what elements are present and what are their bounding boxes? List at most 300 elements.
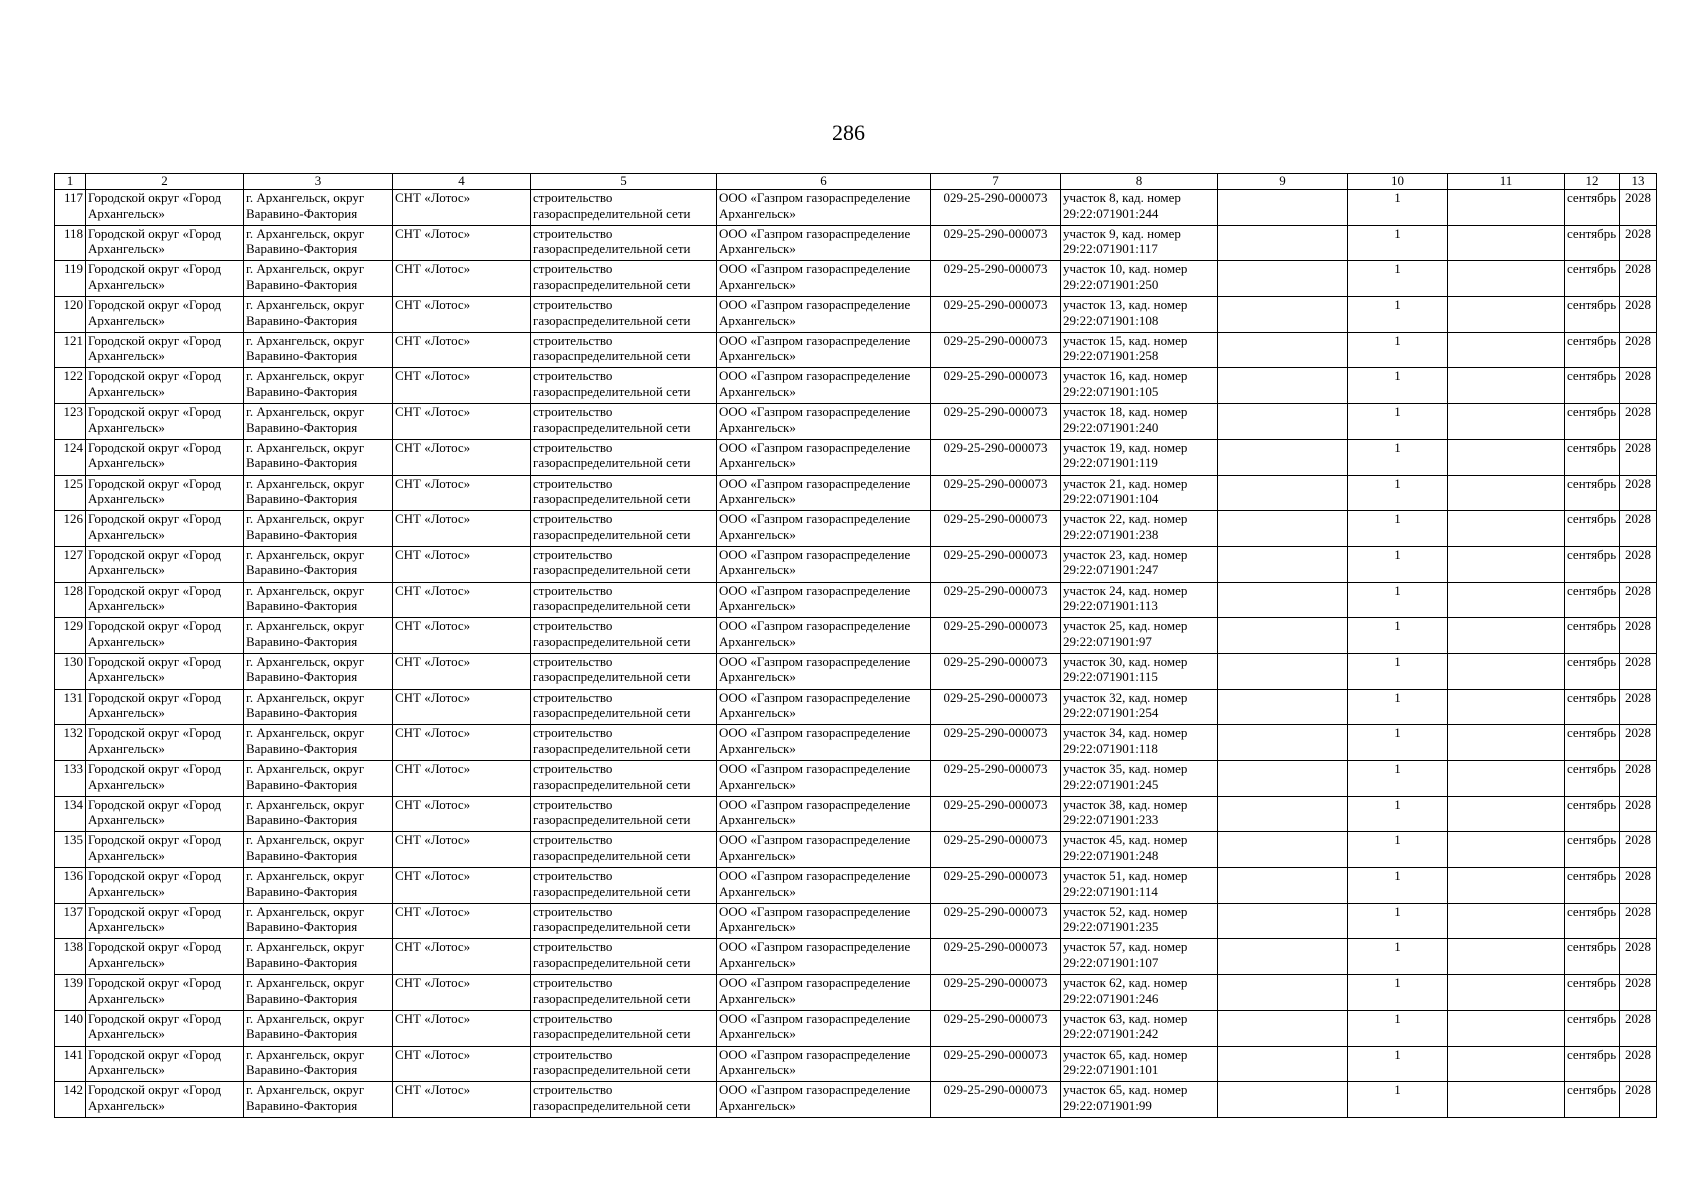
object-cell: СНТ «Лотос» [393,903,531,939]
column-11-cell [1448,1010,1565,1046]
plot-cell: участок 25, кад. номер 29:22:071901:97 [1061,618,1218,654]
registry-code-cell: 029-25-290-000073 [931,475,1061,511]
column-9-cell [1218,689,1348,725]
table-row [55,1082,1657,1118]
year-cell: 2028 [1620,832,1657,868]
organization-cell: ООО «Газпром газораспределение Архангельск» [717,1010,931,1046]
organization-cell: ООО «Газпром газораспределение Архангельск» [717,368,931,404]
row-number: 142 [55,1082,86,1118]
row-number: 129 [55,618,86,654]
plot-cell: участок 13, кад. номер 29:22:071901:108 [1061,297,1218,333]
object-cell: СНТ «Лотос» [393,761,531,797]
organization-cell: ООО «Газпром газораспределение Архангельск» [717,475,931,511]
municipality-cell: Городской округ «Город Архангельск» [86,761,244,797]
year-cell: 2028 [1620,1082,1657,1118]
registry-code-cell: 029-25-290-000073 [931,368,1061,404]
object-cell: СНТ «Лотос» [393,332,531,368]
month-cell: сентябрь [1565,796,1620,832]
object-cell: СНТ «Лотос» [393,1010,531,1046]
object-cell: СНТ «Лотос» [393,225,531,261]
purpose-cell: строительство газораспределительной сети [531,868,717,904]
purpose-cell: строительство газораспределительной сети [531,939,717,975]
purpose-cell: строительство газораспределительной сети [531,368,717,404]
month-cell: сентябрь [1565,653,1620,689]
year-cell: 2028 [1620,903,1657,939]
column-header-5: 5 [531,174,717,190]
month-cell: сентябрь [1565,439,1620,475]
organization-cell: ООО «Газпром газораспределение Архангельск» [717,1046,931,1082]
registry-code-cell: 029-25-290-000073 [931,297,1061,333]
year-cell: 2028 [1620,190,1657,226]
purpose-cell: строительство газораспределительной сети [531,653,717,689]
purpose-cell: строительство газораспределительной сети [531,225,717,261]
plot-cell: участок 62, кад. номер 29:22:071901:246 [1061,975,1218,1011]
month-cell: сентябрь [1565,689,1620,725]
column-11-cell [1448,796,1565,832]
object-cell: СНТ «Лотос» [393,868,531,904]
table-row [55,225,1657,261]
location-cell: г. Архангельск, округ Варавино-Фактория [244,439,393,475]
month-cell: сентябрь [1565,618,1620,654]
column-11-cell [1448,725,1565,761]
row-number: 122 [55,368,86,404]
column-11-cell [1448,546,1565,582]
table-row [55,582,1657,618]
row-number: 137 [55,903,86,939]
location-cell: г. Архангельск, округ Варавино-Фактория [244,261,393,297]
location-cell: г. Архангельск, округ Варавино-Фактория [244,939,393,975]
table-row [55,190,1657,226]
month-cell: сентябрь [1565,225,1620,261]
plot-cell: участок 52, кад. номер 29:22:071901:235 [1061,903,1218,939]
row-number: 128 [55,582,86,618]
column-9-cell [1218,190,1348,226]
object-cell: СНТ «Лотос» [393,975,531,1011]
year-cell: 2028 [1620,332,1657,368]
year-cell: 2028 [1620,868,1657,904]
quantity-cell: 1 [1348,582,1448,618]
year-cell: 2028 [1620,689,1657,725]
registry-code-cell: 029-25-290-000073 [931,1010,1061,1046]
municipality-cell: Городской округ «Город Архангельск» [86,975,244,1011]
registry-code-cell: 029-25-290-000073 [931,332,1061,368]
location-cell: г. Архангельск, округ Варавино-Фактория [244,404,393,440]
municipality-cell: Городской округ «Город Архангельск» [86,1046,244,1082]
location-cell: г. Архангельск, округ Варавино-Фактория [244,582,393,618]
purpose-cell: строительство газораспределительной сети [531,297,717,333]
row-number: 132 [55,725,86,761]
column-11-cell [1448,761,1565,797]
row-number: 118 [55,225,86,261]
row-number: 133 [55,761,86,797]
registry-code-cell: 029-25-290-000073 [931,618,1061,654]
plot-cell: участок 18, кад. номер 29:22:071901:240 [1061,404,1218,440]
municipality-cell: Городской округ «Город Архангельск» [86,546,244,582]
object-cell: СНТ «Лотос» [393,1046,531,1082]
month-cell: сентябрь [1565,868,1620,904]
column-9-cell [1218,368,1348,404]
location-cell: г. Архангельск, округ Варавино-Фактория [244,903,393,939]
purpose-cell: строительство газораспределительной сети [531,832,717,868]
month-cell: сентябрь [1565,1046,1620,1082]
quantity-cell: 1 [1348,689,1448,725]
plot-cell: участок 38, кад. номер 29:22:071901:233 [1061,796,1218,832]
year-cell: 2028 [1620,1046,1657,1082]
organization-cell: ООО «Газпром газораспределение Архангельск» [717,261,931,297]
quantity-cell: 1 [1348,618,1448,654]
quantity-cell: 1 [1348,546,1448,582]
plot-cell: участок 10, кад. номер 29:22:071901:250 [1061,261,1218,297]
column-11-cell [1448,1082,1565,1118]
municipality-cell: Городской округ «Город Архангельск» [86,439,244,475]
month-cell: сентябрь [1565,1010,1620,1046]
purpose-cell: строительство газораспределительной сети [531,903,717,939]
purpose-cell: строительство газораспределительной сети [531,582,717,618]
year-cell: 2028 [1620,297,1657,333]
register-table [54,173,1657,1118]
municipality-cell: Городской округ «Город Архангельск» [86,618,244,654]
table-row [55,404,1657,440]
column-9-cell [1218,796,1348,832]
table-header [55,174,1657,190]
object-cell: СНТ «Лотос» [393,404,531,440]
column-11-cell [1448,832,1565,868]
registry-code-cell: 029-25-290-000073 [931,939,1061,975]
column-header-6: 6 [717,174,931,190]
location-cell: г. Архангельск, округ Варавино-Фактория [244,368,393,404]
quantity-cell: 1 [1348,939,1448,975]
purpose-cell: строительство газораспределительной сети [531,689,717,725]
location-cell: г. Архангельск, округ Варавино-Фактория [244,475,393,511]
location-cell: г. Архангельск, округ Варавино-Фактория [244,653,393,689]
column-11-cell [1448,332,1565,368]
purpose-cell: строительство газораспределительной сети [531,404,717,440]
quantity-cell: 1 [1348,190,1448,226]
quantity-cell: 1 [1348,261,1448,297]
organization-cell: ООО «Газпром газораспределение Архангельск» [717,1082,931,1118]
plot-cell: участок 21, кад. номер 29:22:071901:104 [1061,475,1218,511]
month-cell: сентябрь [1565,939,1620,975]
registry-code-cell: 029-25-290-000073 [931,511,1061,547]
table-row [55,1010,1657,1046]
column-11-cell [1448,404,1565,440]
object-cell: СНТ «Лотос» [393,796,531,832]
purpose-cell: строительство газораспределительной сети [531,1010,717,1046]
table-row [55,1046,1657,1082]
table-row [55,796,1657,832]
registry-code-cell: 029-25-290-000073 [931,689,1061,725]
table-row [55,761,1657,797]
table-row [55,475,1657,511]
column-9-cell [1218,725,1348,761]
organization-cell: ООО «Газпром газораспределение Архангельск» [717,796,931,832]
column-11-cell [1448,475,1565,511]
table-row [55,903,1657,939]
purpose-cell: строительство газораспределительной сети [531,761,717,797]
month-cell: сентябрь [1565,475,1620,511]
month-cell: сентябрь [1565,1082,1620,1118]
row-number: 126 [55,511,86,547]
month-cell: сентябрь [1565,725,1620,761]
row-number: 127 [55,546,86,582]
table-row [55,832,1657,868]
quantity-cell: 1 [1348,1046,1448,1082]
purpose-cell: строительство газораспределительной сети [531,546,717,582]
year-cell: 2028 [1620,475,1657,511]
municipality-cell: Городской округ «Город Архангельск» [86,1010,244,1046]
registry-code-cell: 029-25-290-000073 [931,404,1061,440]
month-cell: сентябрь [1565,368,1620,404]
plot-cell: участок 24, кад. номер 29:22:071901:113 [1061,582,1218,618]
year-cell: 2028 [1620,582,1657,618]
column-9-cell [1218,475,1348,511]
plot-cell: участок 16, кад. номер 29:22:071901:105 [1061,368,1218,404]
object-cell: СНТ «Лотос» [393,725,531,761]
column-11-cell [1448,689,1565,725]
organization-cell: ООО «Газпром газораспределение Архангельск» [717,332,931,368]
month-cell: сентябрь [1565,297,1620,333]
municipality-cell: Городской округ «Город Архангельск» [86,368,244,404]
location-cell: г. Архангельск, округ Варавино-Фактория [244,225,393,261]
plot-cell: участок 35, кад. номер 29:22:071901:245 [1061,761,1218,797]
quantity-cell: 1 [1348,653,1448,689]
organization-cell: ООО «Газпром газораспределение Архангельск» [717,868,931,904]
organization-cell: ООО «Газпром газораспределение Архангельск» [717,618,931,654]
purpose-cell: строительство газораспределительной сети [531,190,717,226]
quantity-cell: 1 [1348,297,1448,333]
column-9-cell [1218,868,1348,904]
registry-code-cell: 029-25-290-000073 [931,725,1061,761]
row-number: 139 [55,975,86,1011]
purpose-cell: строительство газораспределительной сети [531,332,717,368]
organization-cell: ООО «Газпром газораспределение Архангельск» [717,190,931,226]
organization-cell: ООО «Газпром газораспределение Архангельск» [717,225,931,261]
year-cell: 2028 [1620,939,1657,975]
registry-code-cell: 029-25-290-000073 [931,1046,1061,1082]
object-cell: СНТ «Лотос» [393,832,531,868]
organization-cell: ООО «Газпром газораспределение Архангельск» [717,939,931,975]
location-cell: г. Архангельск, округ Варавино-Фактория [244,190,393,226]
organization-cell: ООО «Газпром газораспределение Архангельск» [717,761,931,797]
table-body [55,190,1657,1118]
row-number: 131 [55,689,86,725]
year-cell: 2028 [1620,404,1657,440]
column-header-11: 11 [1448,174,1565,190]
column-9-cell [1218,297,1348,333]
column-header-9: 9 [1218,174,1348,190]
purpose-cell: строительство газораспределительной сети [531,725,717,761]
column-header-10: 10 [1348,174,1448,190]
year-cell: 2028 [1620,225,1657,261]
plot-cell: участок 8, кад. номер 29:22:071901:244 [1061,190,1218,226]
municipality-cell: Городской округ «Город Архангельск» [86,190,244,226]
column-11-cell [1448,939,1565,975]
municipality-cell: Городской округ «Город Архангельск» [86,582,244,618]
row-number: 138 [55,939,86,975]
year-cell: 2028 [1620,368,1657,404]
year-cell: 2028 [1620,653,1657,689]
registry-code-cell: 029-25-290-000073 [931,653,1061,689]
column-11-cell [1448,653,1565,689]
location-cell: г. Архангельск, округ Варавино-Фактория [244,332,393,368]
object-cell: СНТ «Лотос» [393,475,531,511]
object-cell: СНТ «Лотос» [393,618,531,654]
column-9-cell [1218,404,1348,440]
column-9-cell [1218,761,1348,797]
plot-cell: участок 23, кад. номер 29:22:071901:247 [1061,546,1218,582]
row-number: 123 [55,404,86,440]
column-9-cell [1218,1082,1348,1118]
column-11-cell [1448,297,1565,333]
column-9-cell [1218,511,1348,547]
location-cell: г. Архангельск, округ Варавино-Фактория [244,975,393,1011]
month-cell: сентябрь [1565,261,1620,297]
object-cell: СНТ «Лотос» [393,653,531,689]
row-number: 121 [55,332,86,368]
column-9-cell [1218,903,1348,939]
column-11-cell [1448,225,1565,261]
column-header-7: 7 [931,174,1061,190]
registry-code-cell: 029-25-290-000073 [931,761,1061,797]
month-cell: сентябрь [1565,975,1620,1011]
row-number: 134 [55,796,86,832]
column-11-cell [1448,261,1565,297]
registry-code-cell: 029-25-290-000073 [931,546,1061,582]
year-cell: 2028 [1620,439,1657,475]
table-row [55,511,1657,547]
municipality-cell: Городской округ «Город Архангельск» [86,832,244,868]
column-header-4: 4 [393,174,531,190]
column-11-cell [1448,582,1565,618]
plot-cell: участок 19, кад. номер 29:22:071901:119 [1061,439,1218,475]
column-11-cell [1448,975,1565,1011]
column-9-cell [1218,582,1348,618]
municipality-cell: Городской округ «Город Архангельск» [86,332,244,368]
year-cell: 2028 [1620,511,1657,547]
registry-code-cell: 029-25-290-000073 [931,868,1061,904]
quantity-cell: 1 [1348,1010,1448,1046]
column-9-cell [1218,261,1348,297]
quantity-cell: 1 [1348,903,1448,939]
month-cell: сентябрь [1565,332,1620,368]
column-11-cell [1448,1046,1565,1082]
municipality-cell: Городской округ «Город Архангельск» [86,653,244,689]
organization-cell: ООО «Газпром газораспределение Архангельск» [717,653,931,689]
column-9-cell [1218,332,1348,368]
location-cell: г. Архангельск, округ Варавино-Фактория [244,511,393,547]
table-row [55,261,1657,297]
column-9-cell [1218,439,1348,475]
row-number: 124 [55,439,86,475]
table-row [55,546,1657,582]
location-cell: г. Архангельск, округ Варавино-Фактория [244,796,393,832]
quantity-cell: 1 [1348,832,1448,868]
table-row [55,368,1657,404]
organization-cell: ООО «Газпром газораспределение Архангельск» [717,725,931,761]
plot-cell: участок 15, кад. номер 29:22:071901:258 [1061,332,1218,368]
municipality-cell: Городской округ «Город Архангельск» [86,261,244,297]
month-cell: сентябрь [1565,903,1620,939]
row-number: 119 [55,261,86,297]
column-11-cell [1448,903,1565,939]
column-11-cell [1448,618,1565,654]
plot-cell: участок 65, кад. номер 29:22:071901:99 [1061,1082,1218,1118]
column-9-cell [1218,939,1348,975]
plot-cell: участок 9, кад. номер 29:22:071901:117 [1061,225,1218,261]
municipality-cell: Городской округ «Город Архангельск» [86,404,244,440]
registry-code-cell: 029-25-290-000073 [931,582,1061,618]
municipality-cell: Городской округ «Город Архангельск» [86,225,244,261]
row-number: 125 [55,475,86,511]
column-9-cell [1218,546,1348,582]
table-row [55,868,1657,904]
year-cell: 2028 [1620,796,1657,832]
municipality-cell: Городской округ «Город Архангельск» [86,796,244,832]
object-cell: СНТ «Лотос» [393,297,531,333]
organization-cell: ООО «Газпром газораспределение Архангельск» [717,511,931,547]
quantity-cell: 1 [1348,511,1448,547]
organization-cell: ООО «Газпром газораспределение Архангельск» [717,297,931,333]
plot-cell: участок 57, кад. номер 29:22:071901:107 [1061,939,1218,975]
organization-cell: ООО «Газпром газораспределение Архангельск» [717,832,931,868]
purpose-cell: строительство газораспределительной сети [531,975,717,1011]
quantity-cell: 1 [1348,796,1448,832]
location-cell: г. Архангельск, округ Варавино-Фактория [244,618,393,654]
column-11-cell [1448,868,1565,904]
object-cell: СНТ «Лотос» [393,261,531,297]
location-cell: г. Архангельск, округ Варавино-Фактория [244,1010,393,1046]
registry-code-cell: 029-25-290-000073 [931,261,1061,297]
year-cell: 2028 [1620,618,1657,654]
table-row [55,725,1657,761]
quantity-cell: 1 [1348,439,1448,475]
column-header-2: 2 [86,174,244,190]
registry-code-cell: 029-25-290-000073 [931,975,1061,1011]
registry-code-cell: 029-25-290-000073 [931,1082,1061,1118]
table-row [55,939,1657,975]
header-row [55,174,1657,190]
location-cell: г. Архангельск, округ Варавино-Фактория [244,1082,393,1118]
quantity-cell: 1 [1348,1082,1448,1118]
quantity-cell: 1 [1348,761,1448,797]
month-cell: сентябрь [1565,761,1620,797]
row-number: 136 [55,868,86,904]
municipality-cell: Городской округ «Город Архангельск» [86,725,244,761]
column-9-cell [1218,653,1348,689]
municipality-cell: Городской округ «Город Архангельск» [86,475,244,511]
purpose-cell: строительство газораспределительной сети [531,261,717,297]
object-cell: СНТ «Лотос» [393,689,531,725]
registry-code-cell: 029-25-290-000073 [931,225,1061,261]
location-cell: г. Архангельск, округ Варавино-Фактория [244,546,393,582]
organization-cell: ООО «Газпром газораспределение Архангельск» [717,404,931,440]
object-cell: СНТ «Лотос» [393,368,531,404]
organization-cell: ООО «Газпром газораспределение Архангельск» [717,546,931,582]
object-cell: СНТ «Лотос» [393,439,531,475]
row-number: 140 [55,1010,86,1046]
registry-code-cell: 029-25-290-000073 [931,439,1061,475]
object-cell: СНТ «Лотос» [393,190,531,226]
table-row [55,618,1657,654]
object-cell: СНТ «Лотос» [393,511,531,547]
month-cell: сентябрь [1565,546,1620,582]
table-row [55,297,1657,333]
purpose-cell: строительство газораспределительной сети [531,439,717,475]
purpose-cell: строительство газораспределительной сети [531,796,717,832]
plot-cell: участок 32, кад. номер 29:22:071901:254 [1061,689,1218,725]
column-header-1: 1 [55,174,86,190]
quantity-cell: 1 [1348,868,1448,904]
